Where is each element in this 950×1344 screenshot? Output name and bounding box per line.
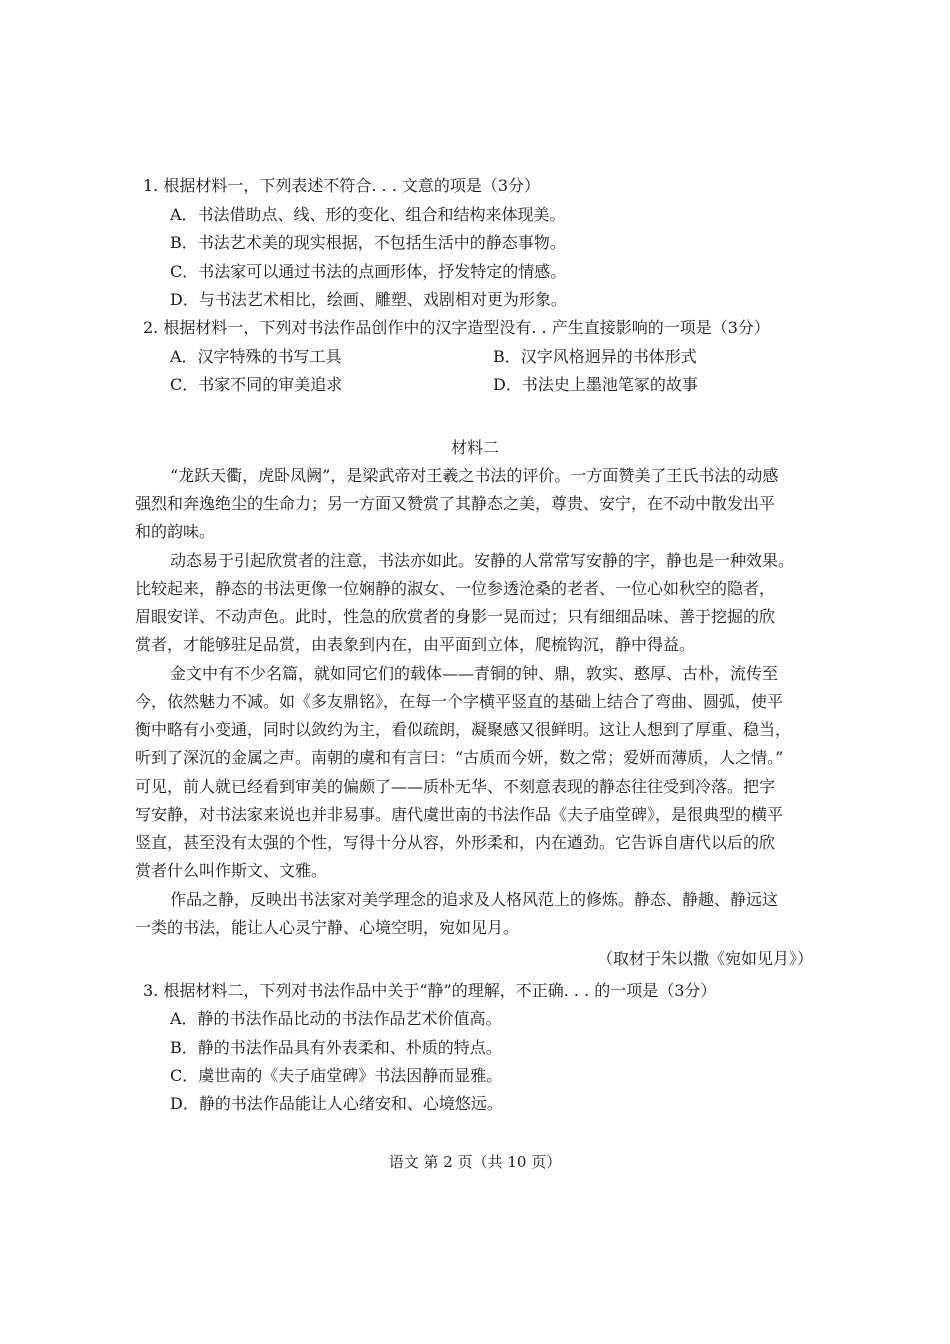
question-2-option-d: D．书法史上墨池笔冢的故事	[493, 375, 698, 394]
material-2-paragraph-line: 金文中有不少名篇，就如同它们的载体——青铜的钟、鼎，敦实、憨厚、古朴，流传至	[170, 664, 779, 683]
material-2-paragraph-line: 作品之静，反映出书法家对美学理念的追求及人格风范上的修炼。静态、静趣、静远这	[170, 890, 779, 909]
question-1-option-d: D．与书法艺术相比，绘画、雕塑、戏剧相对更为形象。	[170, 290, 567, 309]
question-1-stem: 1. 根据材料一，下列表述不符合. . . 文意的项是（3分）	[143, 176, 541, 195]
material-2-paragraph-line: 比较起来，静态的书法更像一位娴静的淑女、一位参透沧桑的老者、一位心如秋空的隐者，	[135, 579, 776, 598]
material-2-paragraph-line: 一类的书法，能让人心灵宁静、心境空明，宛如见月。	[135, 918, 520, 937]
question-1-option-b: B．书法艺术美的现实根据，不包括生活中的静态事物。	[170, 233, 566, 252]
question-2-option-a: A．汉字特殊的书写工具	[170, 347, 342, 366]
material-2-paragraph-line: 强烈和奔逸绝尘的生命力；另一方面又赞赏了其静态之美，尊贵、安宁，在不动中散发出平	[135, 494, 776, 513]
material-2-paragraph-line: 今，依然魅力不减。如《多友鼎铭》，在每一个字横平竖直的基础上结合了弯曲、圆弧，使平	[135, 692, 784, 711]
question-1-option-c: C．书法家可以通过书法的点画形体，抒发特定的情感。	[170, 262, 567, 281]
material-2-paragraph-line: 动态易于引起欣赏者的注意，书法亦如此。安静的人常常写安静的字，静也是一种效果。	[170, 551, 795, 570]
material-2-paragraph-line: 赏者，才能够驻足品赏，由表象到内在，由平面到立体，爬梳钩沉，静中得益。	[135, 635, 696, 654]
question-3-stem: 3. 根据材料二，下列对书法作品中关于“静”的理解，不正确. . . 的一项是（3分）	[143, 981, 717, 1000]
material-2-title: 材料二	[450, 438, 499, 457]
material-2-paragraph-line: 眉眼安详、不动声色。此时，性急的欣赏者的身影一晃而过；只有细细品味、善于挖掘的欣	[135, 607, 776, 626]
material-2-paragraph-line: 衡中略有小变通，同时以敛约为主，看似疏朗，凝聚感又很鲜明。这让人想到了厚重、稳当，	[135, 720, 792, 739]
question-3-option-c: C．虞世南的《夫子庙堂碑》书法因静而显雅。	[170, 1066, 503, 1085]
material-2-paragraph-line: 竖直，甚至没有太强的个性，写得十分从容，外形柔和，内在遒劲。它告诉自唐代以后的欣	[135, 833, 776, 852]
question-3-option-a: A．静的书法作品比动的书法作品艺术价值高。	[170, 1009, 502, 1028]
page-footer: 语文 第 2 页（共 10 页）	[388, 1153, 562, 1171]
material-2-paragraph-line: “龙跃天衢，虎卧凤阙”，是梁武帝对王羲之书法的评价。一方面赞美了王氏书法的动感	[170, 466, 779, 485]
question-3-option-d: D．静的书法作品能让人心绪安和、心境悠远。	[170, 1094, 503, 1113]
question-2-stem: 2. 根据材料一，下列对书法作品创作中的汉字造型没有. . 产生直接影响的一项是（3分）	[143, 318, 770, 337]
question-2-option-b: B．汉字风格迥异的书体形式	[493, 347, 697, 366]
question-2-option-c: C．书家不同的审美追求	[170, 375, 343, 394]
material-2-paragraph-line: 和的韵味。	[135, 522, 216, 541]
question-1-option-a: A．书法借助点、线、形的变化、组合和结构来体现美。	[170, 205, 566, 224]
material-2-paragraph-line: 赏者什么叫作斯文、文雅。	[135, 861, 328, 880]
material-2-paragraph-line: 可见，前人就已经看到审美的偏颇了——质朴无华、不刻意表现的静态往往受到冷落。把字	[135, 777, 776, 796]
material-2-paragraph-line: 听到了深沉的金属之声。南朝的虞和有言曰：“古质而今妍，数之常；爱妍而薄质，人之情。”	[135, 748, 784, 767]
material-2-source: （取材于朱以撒《宛如见月》）	[597, 949, 814, 968]
material-2-paragraph-line: 写安静，对书法家来说也并非易事。唐代虞世南的书法作品《夫子庙堂碑》，是很典型的横平	[135, 805, 784, 824]
question-3-option-b: B．静的书法作品具有外表柔和、朴质的特点。	[170, 1038, 502, 1057]
